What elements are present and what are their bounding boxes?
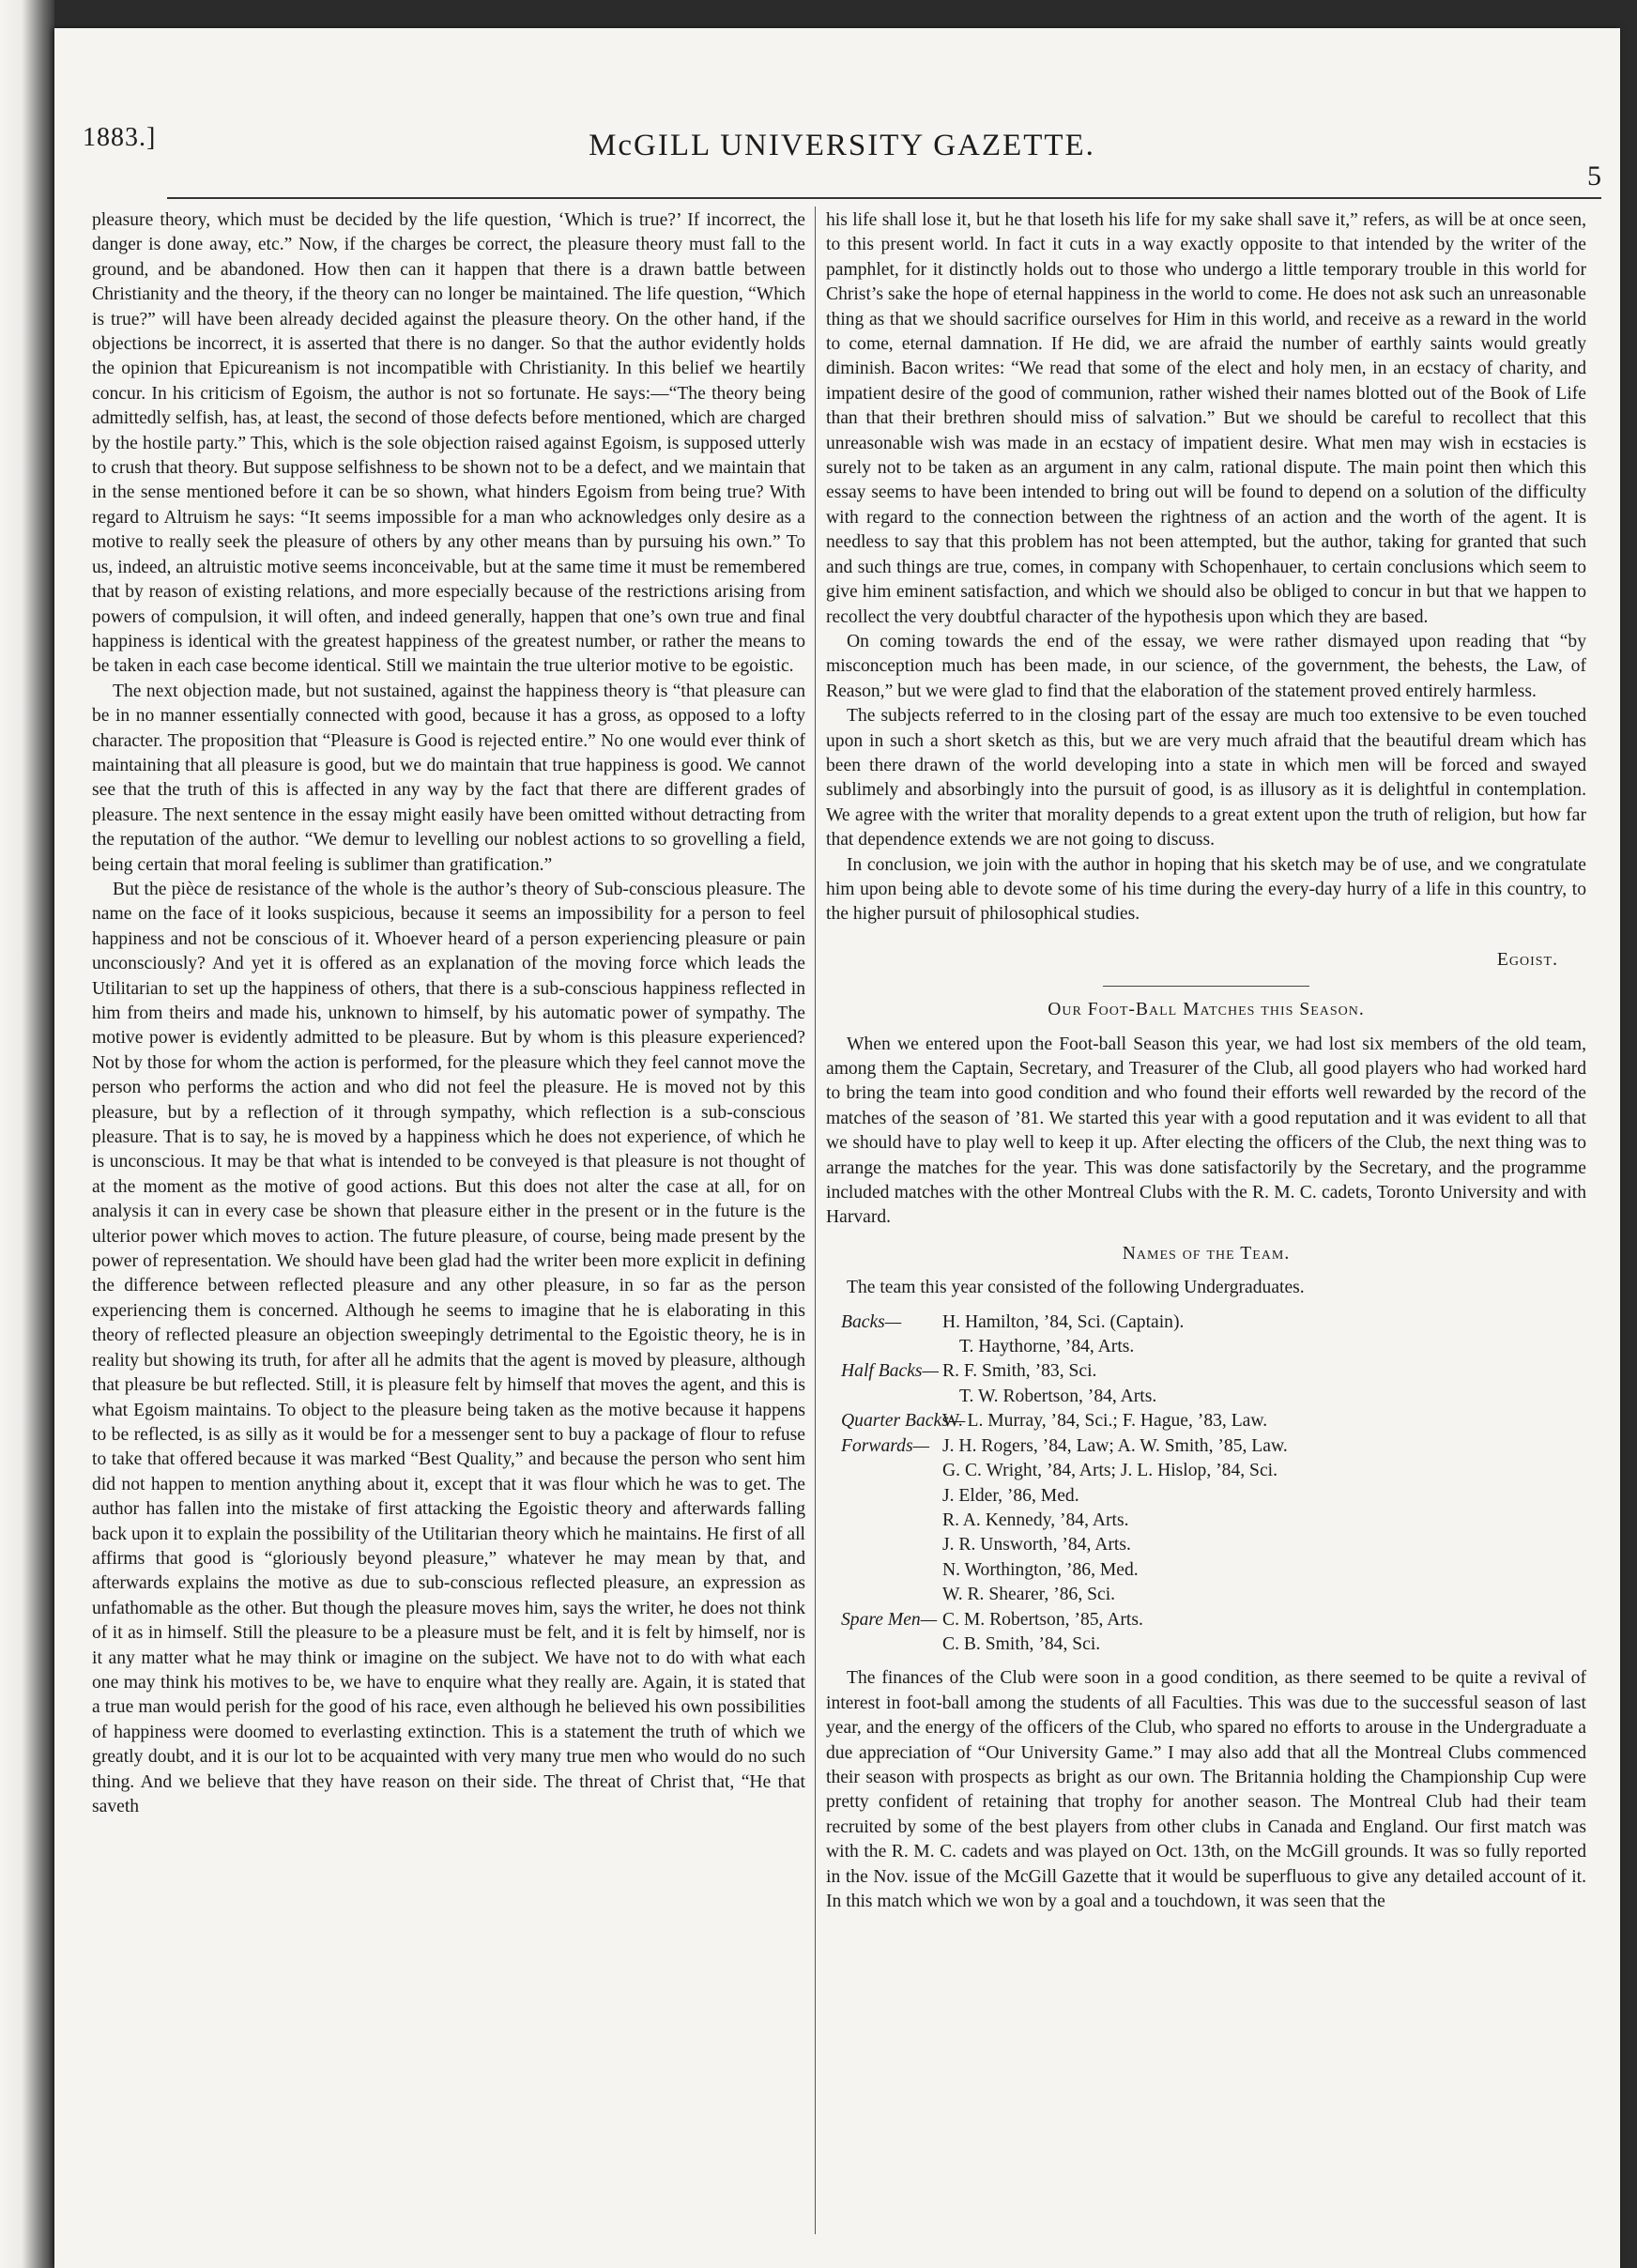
left-column [92, 208, 805, 2227]
page-header [83, 108, 1601, 192]
position-label: Forwards— [841, 1435, 929, 1456]
team-intro: The team this year consisted of the following Undergraduates. [847, 1278, 1305, 1298]
position-label: Spare Men— [841, 1609, 938, 1630]
scan-edge [0, 0, 54, 2268]
player-names: H. Hamilton, ’84, Sci. (Captain). [942, 1311, 1185, 1332]
issue-year: 1883.] [83, 123, 157, 152]
section-rule [1103, 986, 1309, 987]
finances-paragraph: The finances of the Club were soon in a good condition, as there seemed to be quite a revival of interest in foot-ball among the students of all Faculties. This was due to the successful season of last year, and the energy of the officers of the Club, who spared no efforts to arouse in the Undergraduate a due appreciation of “Our University Game.” I may also add that all the Montreal Clubs commenced their season with prospects as bright as our own. The Britannia holding the Championship Cup were pretty confident of retaining that trophy for another season. The Montreal Club had their team recruited by some of the best players from other clubs in Canada and England. Our first match was with the R. M. C. cadets and was played on Oct. 13th, on the McGill grounds. It was so fully reported in the Nov. issue of the McGill Gazette that it would be superfluous to give any detailed account of it. In this match which we won by a goal and a touchdown, it was seen that the [826, 1668, 1586, 1911]
team-line [826, 1409, 1586, 1433]
team-line [826, 1310, 1586, 1335]
player-names: J. Elder, ’86, Med. [942, 1485, 1079, 1506]
column-divider [815, 207, 816, 2234]
gazette-page [54, 28, 1620, 2268]
player-names: J. H. Rogers, ’84, Law; A. W. Smith, ’85, Law. [942, 1435, 1288, 1456]
essay-paragraph: On coming towards the end of the essay, we were rather dismayed upon reading that “by misconception much has been made, in our science, of the government, the behests, the Law, of Reason,” but we were glad to find that the elaboration of the statement proved entirely harmless. [826, 631, 1586, 701]
football-paragraph: When we entered upon the Foot-ball Season this year, we had lost six members of the old team, among them the Captain, Secretary, and Treasurer of the Club, all good players who had worked hard to bring the team into good condition and who found their efforts well rewarded by the record of the matches of the season of ’81. We started this year with a good reputation and it was evident to all that we should have to play well to keep it up. After electing the officers of the Club, the next thing was to arrange the matches for the year. This was done satisfactorily by the Secretary, and the programme included matches with the other Montreal Clubs with the R. M. C. cadets, Toronto University and with Harvard. [826, 1034, 1586, 1228]
player-names: N. Worthington, ’86, Med. [942, 1559, 1139, 1580]
essay-paragraph: But the pièce de resistance of the whole is the author’s theory of Sub-conscious pleasure. The name on the face of it looks suspicious, because it seems an impossibility for a person to feel happiness and not be conscious of it. Whoever heard of a person experiencing pleasure or pain unconsciously? And yet it is offered as an explanation of the moving force which leads the Utilitarian to set up the happiness of others, that there is a sub-conscious happiness reflected in him from theirs and made his, unknown to himself, by his automatic power of sympathy. The motive power is evidently admitted to be pleasure. But by whom is this pleasure experienced? Not by those for whom the action is performed, for the pleasure which they feel cannot move the person who performs the action and who did not feel the pleasure. He is moved not by this pleasure, but by a reflection of it through sympathy, which reflection is a sub-conscious pleasure. That is to say, he is moved by a happiness which he does not experience, of which he is unconscious. It may be that what is intended to be conveyed is that pleasure is not thought of at the moment as the motive of good actions. But this does not alter the case at all, for on analysis it can in every case be shown that pleasure either in the present or in the future is the ulterior power which moves to action. The future pleasure, of course, being made present by the power of representation. We should have been glad had the writer been more explicit in defining the difference between reflected pleasure and any other pleasure, in so far as the person experiencing them is concerned. Although he seems to imagine that he is elaborating in this theory of reflected pleasure an objection sweepingly detrimental to the Egoistic theory, he is in reality but showing its truth, for after all he admits that the agent is moved by pleasure, although that pleasure be but reflected. Still, it is pleasure felt by himself that moves the agent, and this is what Egoism maintains. To object to the pleasure being taken as the motive because it happens to be reflected, is as silly as it would be for a messenger sent to buy a package of flour to refuse to take that offered because it was marked “Best Quality,” and because the person who sent him did not happen to mention anything about it, except that it was flour which he was to get. The author has fallen into the mistake of first attacking the Egoistic theory and afterwards falling back upon it to explain the possibility of the Utilitarian theory which he maintains. He first of all affirms that good is “gloriously beyond pleasure,” whatever he may mean by that, and afterwards explains the motive as due to sub-conscious reflected pleasure, an expression as unfathomable as the other. But though the pleasure moves him, says the writer, he does not think of it as in himself. Still the pleasure to be a pleasure must be felt, and it is felt by himself, nor is it any matter what he may think or imagine on the subject. We have not to do with what each one may think his motives to be, we have to enquire what they really are. Again, it is stated that a true man would perish for the good of his race, even although he believed his own possibilities of happiness were doomed to everlasting extinction. This is a statement the truth of which we greatly doubt, and it is our lot to be acquainted with very many true men who would do no such thing. And we believe that they have reason on their side. The threat of Christ that, “He that saveth [92, 879, 805, 1816]
player-names: R. A. Kennedy, ’84, Arts. [942, 1509, 1129, 1530]
player-names: T. W. Robertson, ’84, Arts. [959, 1386, 1157, 1406]
player-names: R. F. Smith, ’83, Sci. [942, 1361, 1097, 1382]
player-names: W. R. Shearer, ’86, Sci. [942, 1585, 1116, 1605]
player-names: J. R. Unsworth, ’84, Arts. [942, 1535, 1131, 1555]
player-names: C. B. Smith, ’84, Sci. [942, 1633, 1101, 1654]
player-names: T. Haythorne, ’84, Arts. [959, 1337, 1135, 1357]
position-label: Backs— [841, 1311, 902, 1332]
team-roster [826, 1310, 1586, 1658]
essay-paragraph: his life shall lose it, but he that loseth his life for my sake shall save it,” refers, as will be at once seen, to this present world. In fact it cuts in a way exactly opposite to that intended by the writer of the pamphlet, for it distinctly holds out to those who undergo a little temporary trouble in this world for Christ’s sake the hope of eternal happiness in the world to come. He does not ask such an unreasonable thing as that we should sacrifice ourselves for Him in this world, and receive as a reward in the world to come, eternal damnation. If He did, we are afraid the number of earthly saints would greatly diminish. Bacon writes: “We read that some of the elect and holy men, in an ecstacy of charity, and impatient desire of the good of communion, rather wished their names blotted out of the Book of Life than that their brethren should miss of salvation.” But we should be careful to recollect that this unreasonable wish was made in an ecstacy of impatient desire. What men may wish in ecstacies is surely not to be taken as an argument in any calm, rational dispute. The main point then which this essay seems to have been intended to bring out will be found to depend on a solution of the difficulty with regard to the connection between the rightness of an action and the worth of the agent. It is needless to say that this problem has not been attempted, but the author, taking for granted that such and such things are true, comes, in company with Schopenhauer, to certain conclusions which seem to give him eminent satisfaction, and which we should also be obliged to concur in but that we happen to recollect the very doubtful character of the hypothesis upon which they are based. [826, 210, 1586, 627]
essay-signature: Egoist. [1496, 949, 1558, 970]
header-rule [167, 197, 1601, 199]
position-label: Half Backs— [841, 1361, 939, 1382]
team-heading: Names of the Team. [1122, 1243, 1291, 1264]
masthead-title: McGILL UNIVERSITY GAZETTE. [589, 129, 1095, 162]
essay-paragraph: The next objection made, but not sustained, against the happiness theory is “that pleasure can be in no manner essentially connected with good, because it has a gross, as opposed to a lofty character. The proposition that “Pleasure is Good is rejected entire.” No one would ever think of maintaining that all pleasure is good, but we do maintain that true happiness is good. We cannot see that the truth of this is affected in any way by the fact that there are different grades of pleasure. The next sentence in the essay might easily have been omitted without detracting from the reputation of the author. “We demur to levelling our noblest actions to so grovelling a field, being certain that moral feeling is sublimer than gratification.” [92, 681, 805, 875]
page-number: 5 [1587, 161, 1601, 192]
essay-paragraph: In conclusion, we join with the author in hoping that his sketch may be of use, and we congratulate him upon being able to devote some of his time during the every-day hurry of a life in this country, to the higher pursuit of philosophical studies. [826, 854, 1586, 925]
football-heading: Our Foot-Ball Matches this Season. [1048, 1000, 1365, 1020]
right-column [826, 208, 1586, 2227]
essay-paragraph: pleasure theory, which must be decided by the life question, ‘Which is true?’ If incorrect, the danger is done away, etc.” Now, if the charges be correct, the pleasure theory must fall to the ground, and be abandoned. How then can it happen that there is a drawn battle between Christianity and the theory, if the theory can no longer be maintained. The life question, “Which is true?” will have been already decided against the pleasure theory. On the other hand, if the objections be incorrect, it is asserted that there is no danger. So that the author evidently holds the opinion that Epicureanism is not incompatible with Christianity. In this belief we heartily concur. In his criticism of Egoism, the author is not so fortunate. He says:—“The theory being admittedly selfish, has, at least, the second of those defects before mentioned, which are charged by the hostile party.” This, which is the sole objection raised against Egoism, is supposed utterly to crush that theory. But suppose selfishness to be shown not to be a defect, and we maintain that in the sense mentioned before it can be so shown, what hinders Egoism from being true? With regard to Altruism he says: “It seems impossible for a man who acknowledges only desire as a motive to really seek the pleasure of others by any other means than by pursuing his own.” To us, indeed, an altruistic motive seems inconceivable, but at the same time it must be remembered that by reason of existing relations, and more especially because of the restrictions arising from powers of compulsion, it will often, and indeed generally, happen that one’s own true and final happiness is identical with the greatest happiness of the greatest number, or rather the means to be taken in each case become identical. Still we maintain the true ulterior motive to be egoistic. [92, 210, 805, 677]
player-names: W. L. Murray, ’84, Sci.; F. Hague, ’83, Law. [942, 1411, 1268, 1432]
player-names: G. C. Wright, ’84, Arts; J. L. Hislop, ’84, Sci. [942, 1461, 1277, 1481]
position-label: Quarter Backs— [841, 1411, 966, 1432]
team-line [826, 1359, 1586, 1384]
team-line [826, 1434, 1586, 1459]
team-line [826, 1608, 1586, 1632]
essay-paragraph: The subjects referred to in the closing part of the essay are much too extensive to be even touched upon in such a short sketch as this, but we are very much afraid that the beautiful dream which has been there drawn of the world developing into a state in which men will be forced and swayed sublimely and absorbingly into the pursuit of good, is as illusory as it is delightful in contemplation. We agree with the writer that morality depends to a great extent upon the truth of religion, but how far that dependence extends we are not going to discuss. [826, 706, 1586, 850]
player-names: C. M. Robertson, ’85, Arts. [942, 1609, 1143, 1630]
